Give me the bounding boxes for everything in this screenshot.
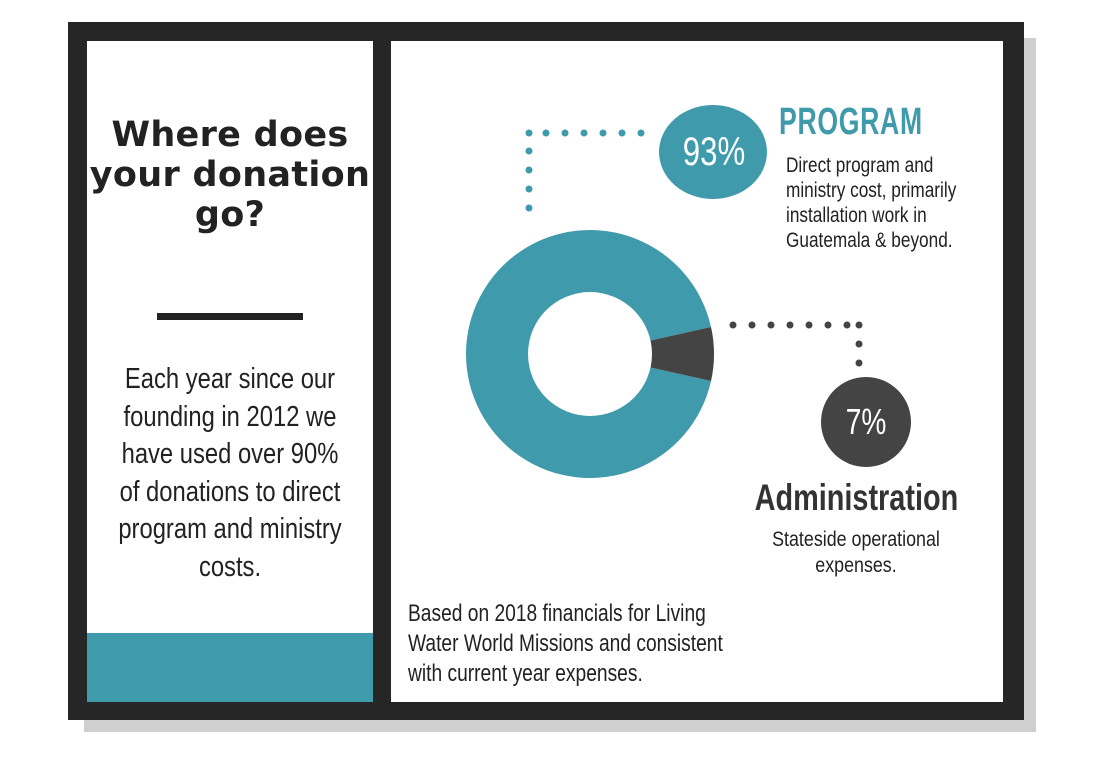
program-title: PROGRAM (779, 101, 923, 143)
footnote: Based on 2018 financials for Living Water World Missions and consistent with current year expenses. (408, 600, 723, 687)
headline: Where does your donation go? (89, 115, 371, 235)
accent-bar (87, 633, 373, 702)
admin-connector (730, 322, 863, 367)
headline-divider (157, 313, 303, 320)
program-connector (526, 130, 645, 212)
program-description: Direct program and ministry cost, primarily installation work in Guatemala & beyond. (786, 154, 957, 252)
program-percent-label: 93% (682, 129, 746, 174)
summary-text: Each year since our founding in 2012 we have used over 90% of donations to direct program and ministry costs. (118, 363, 342, 583)
admin-title: Administration (754, 477, 959, 518)
admin-percent-label: 7% (845, 401, 887, 442)
donut-hole (528, 292, 652, 416)
admin-description: Stateside operational expenses. (772, 528, 940, 577)
right-panel (391, 41, 1003, 702)
left-panel (87, 41, 373, 702)
